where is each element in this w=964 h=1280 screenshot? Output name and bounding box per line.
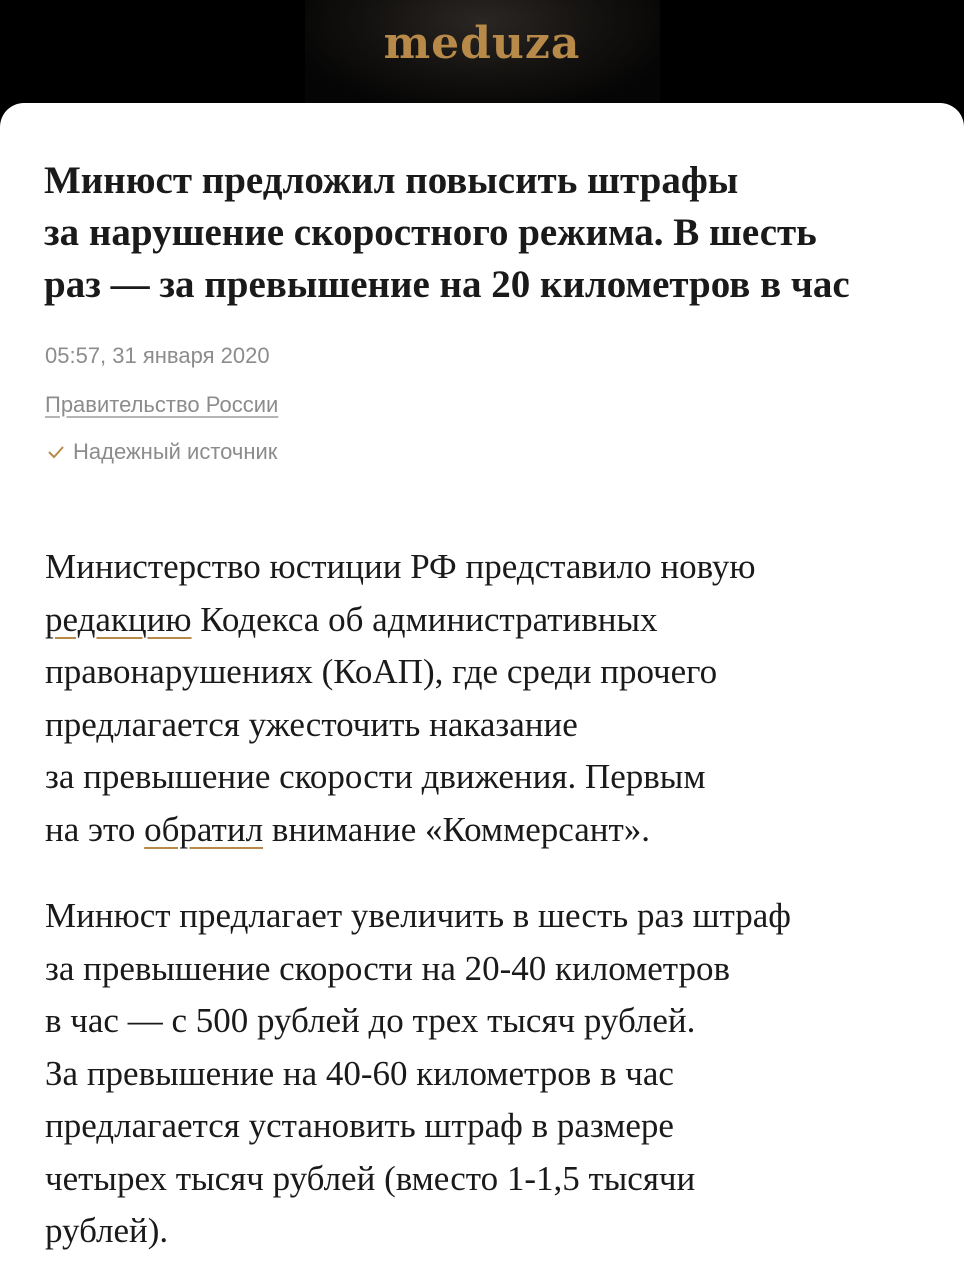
paragraph (45, 890, 925, 1258)
text-line: Минюст предлагает увеличить в шесть раз штраф (45, 896, 791, 935)
check-icon (45, 441, 67, 463)
text-line: за превышение скорости на 20-40 километров (45, 948, 730, 988)
text-line: предлагается установить штраф в размере (45, 1106, 674, 1145)
text-line (45, 804, 925, 857)
headline-line: раз — за превышение на 20 километров в час (44, 263, 850, 306)
source-link[interactable]: Правительство России (45, 392, 279, 417)
headline-line: Минюст предложил повысить штрафы (44, 159, 739, 202)
text-fragment: Кодекса об административных (191, 599, 658, 639)
text-line: правонарушениях (КоАП), где среди прочего (45, 652, 718, 691)
trusted-source-label: Надежный источник (73, 439, 278, 464)
text-fragment: внимание «Коммерсант». (263, 809, 651, 849)
article-card (0, 103, 964, 1280)
top-header (0, 0, 964, 120)
text-line: рублей). (45, 1211, 169, 1250)
text-fragment: на это (45, 809, 145, 849)
kommersant-link[interactable]: обратил (144, 809, 264, 849)
text-line: в час — с 500 рублей до трех тысяч рублей. (45, 1001, 696, 1040)
redaction-link[interactable]: редакцию (45, 599, 192, 639)
meduza-logo[interactable]: meduza (383, 18, 581, 69)
text-line: четырех тысяч рублей (вместо 1-1,5 тысячи (45, 1158, 696, 1198)
text-line: предлагается ужесточить наказание (45, 704, 578, 744)
text-line: за превышение скорости движения. Первым (45, 757, 706, 796)
text-line: Министерство юстиции РФ представило новую (45, 547, 756, 586)
headline-line: за нарушение скоростного режима. В шесть (44, 211, 817, 254)
paragraph (45, 541, 925, 856)
article-headline (44, 155, 924, 311)
publish-date: 05:57, 31 января 2020 (45, 343, 270, 368)
article-body (45, 541, 925, 1280)
text-line (45, 594, 925, 647)
text-line: За превышение на 40-60 километров в час (45, 1053, 674, 1093)
trusted-source-badge (45, 439, 277, 465)
